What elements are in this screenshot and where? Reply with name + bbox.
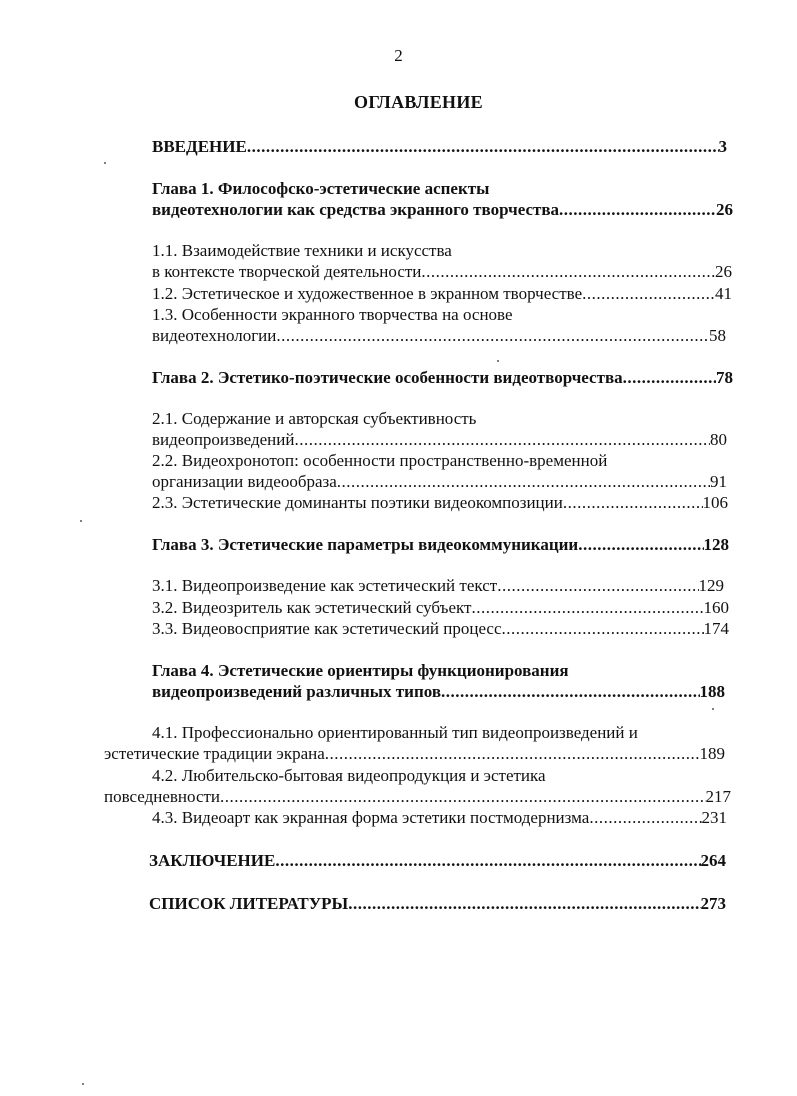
toc-page-number: 80	[710, 430, 727, 449]
toc-entry-label: видеопроизведений	[152, 430, 295, 449]
toc-page-number: 273	[700, 894, 726, 913]
toc-entry-chapter-1[interactable]	[152, 199, 733, 221]
scan-speck	[104, 162, 106, 164]
toc-entry-section-2-1[interactable]	[152, 429, 727, 451]
toc-entry-label: ЗАКЛЮЧЕНИЕ	[149, 851, 276, 870]
toc-entry-label: Глава 3. Эстетические параметры видеокоммуникации	[152, 535, 579, 554]
toc-page-number: 78	[716, 368, 733, 387]
dot-leader	[247, 136, 719, 158]
toc-entry-label: видеотехнологии как средства экранного творчества	[152, 200, 560, 219]
toc-entry-label: эстетические традиции экрана	[104, 744, 325, 763]
toc-entry-label: видеопроизведений различных типов	[152, 682, 441, 701]
toc-chapter-1-title: Глава 1. Философско-эстетические аспекты	[152, 179, 490, 198]
toc-page-number: 231	[701, 808, 727, 827]
toc-entry-conclusion[interactable]	[149, 850, 726, 872]
toc-page-number: 264	[700, 851, 726, 870]
page-title: ОГЛАВЛЕНИЕ	[354, 92, 483, 112]
toc-entry-chapter-4[interactable]	[152, 681, 725, 703]
toc-page-number: 174	[703, 619, 729, 638]
dot-leader	[623, 367, 716, 389]
toc-entry-introduction[interactable]	[152, 136, 727, 158]
dot-leader	[471, 597, 703, 619]
toc-page-number: 26	[715, 262, 732, 281]
toc-entry-section-1-3[interactable]	[152, 325, 726, 347]
toc-entry-label: ВВЕДЕНИЕ	[152, 137, 247, 156]
toc-page-number: 160	[703, 598, 729, 617]
toc-entry-label: повседневности	[104, 787, 221, 806]
dot-leader	[441, 681, 700, 703]
scan-speck	[80, 520, 82, 522]
toc-entry-chapter-3[interactable]	[152, 534, 729, 556]
toc-entry-label: 3.1. Видеопроизведение как эстетический текст	[152, 576, 498, 595]
toc-entry-chapter-2[interactable]	[152, 367, 733, 389]
dot-leader	[589, 807, 701, 829]
toc-page-number: 26	[716, 200, 733, 219]
toc-page-number: 128	[703, 535, 729, 554]
toc-entry-label: 1.2. Эстетическое и художественное в экранном творчестве	[152, 284, 583, 303]
toc-entry-section-2-2[interactable]	[152, 471, 727, 493]
dot-leader	[325, 743, 700, 765]
toc-entry-label: СПИСОК ЛИТЕРАТУРЫ	[149, 894, 349, 913]
scan-speck	[497, 360, 499, 362]
toc-page-number: 189	[699, 744, 725, 763]
toc-entry-label: 3.2. Видеозритель как эстетический субъект	[152, 598, 472, 617]
dot-leader	[348, 893, 700, 915]
toc-page-number: 58	[709, 326, 726, 345]
toc-section-2-2-title: 2.2. Видеохронотоп: особенности пространственно-временной	[152, 451, 608, 470]
toc-page-number: 129	[698, 576, 724, 595]
toc-section-2-1-title: 2.1. Содержание и авторская субъективность	[152, 409, 477, 428]
toc-entry-bibliography[interactable]	[149, 893, 726, 915]
toc-entry-section-4-3[interactable]	[152, 807, 727, 829]
toc-entry-section-4-2[interactable]	[104, 786, 731, 808]
toc-entry-section-1-2[interactable]	[152, 283, 732, 305]
toc-page-number: 91	[710, 472, 727, 491]
toc-entry-label: видеотехнологии	[152, 326, 277, 345]
toc-entry-label: 2.3. Эстетические доминанты поэтики видеокомпозиции	[152, 493, 563, 512]
toc-entry-section-3-2[interactable]	[152, 597, 729, 619]
toc-entry-section-3-3[interactable]	[152, 618, 729, 640]
toc-entry-section-2-3[interactable]	[152, 492, 728, 514]
dot-leader	[502, 618, 704, 640]
toc-section-1-3-title: 1.3. Особенности экранного творчества на основе	[152, 305, 513, 324]
dot-leader	[497, 575, 698, 597]
toc-entry-label: в контексте творческой деятельности	[152, 262, 422, 281]
toc-page-number: 188	[699, 682, 725, 701]
toc-section-4-2-title: 4.2. Любительско-бытовая видеопродукция и эстетика	[152, 766, 546, 785]
page-number: 2	[394, 46, 403, 65]
toc-entry-label: организации видеообраза	[152, 472, 337, 491]
dot-leader	[582, 283, 715, 305]
toc-page-number: 41	[715, 284, 732, 303]
dot-leader	[421, 261, 715, 283]
dot-leader	[578, 534, 703, 556]
toc-entry-section-1-1[interactable]	[152, 261, 732, 283]
toc-page-number: 217	[705, 787, 731, 806]
toc-section-4-1-title: 4.1. Профессионально ориентированный тип видеопроизведений и	[152, 723, 638, 742]
toc-chapter-4-title: Глава 4. Эстетические ориентиры функционирования	[152, 661, 569, 680]
toc-entry-section-3-1[interactable]	[152, 575, 724, 597]
dot-leader	[220, 786, 705, 808]
dot-leader	[275, 850, 700, 872]
dot-leader	[294, 429, 710, 451]
toc-page-number: 3	[718, 137, 727, 156]
toc-entry-label: 3.3. Видеовосприятие как эстетический процесс	[152, 619, 502, 638]
dot-leader	[563, 492, 703, 514]
toc-entry-label: Глава 2. Эстетико-поэтические особенности видеотворчества	[152, 368, 623, 387]
dot-leader	[337, 471, 710, 493]
dot-leader	[559, 199, 716, 221]
toc-entry-label: 4.3. Видеоарт как экранная форма эстетики постмодернизма	[152, 808, 590, 827]
toc-section-1-1-title: 1.1. Взаимодействие техники и искусства	[152, 241, 452, 260]
toc-page-number: 106	[702, 493, 728, 512]
scan-speck	[712, 708, 714, 710]
toc-entry-section-4-1[interactable]	[104, 743, 725, 765]
scan-speck	[82, 1083, 84, 1085]
dot-leader	[276, 325, 709, 347]
